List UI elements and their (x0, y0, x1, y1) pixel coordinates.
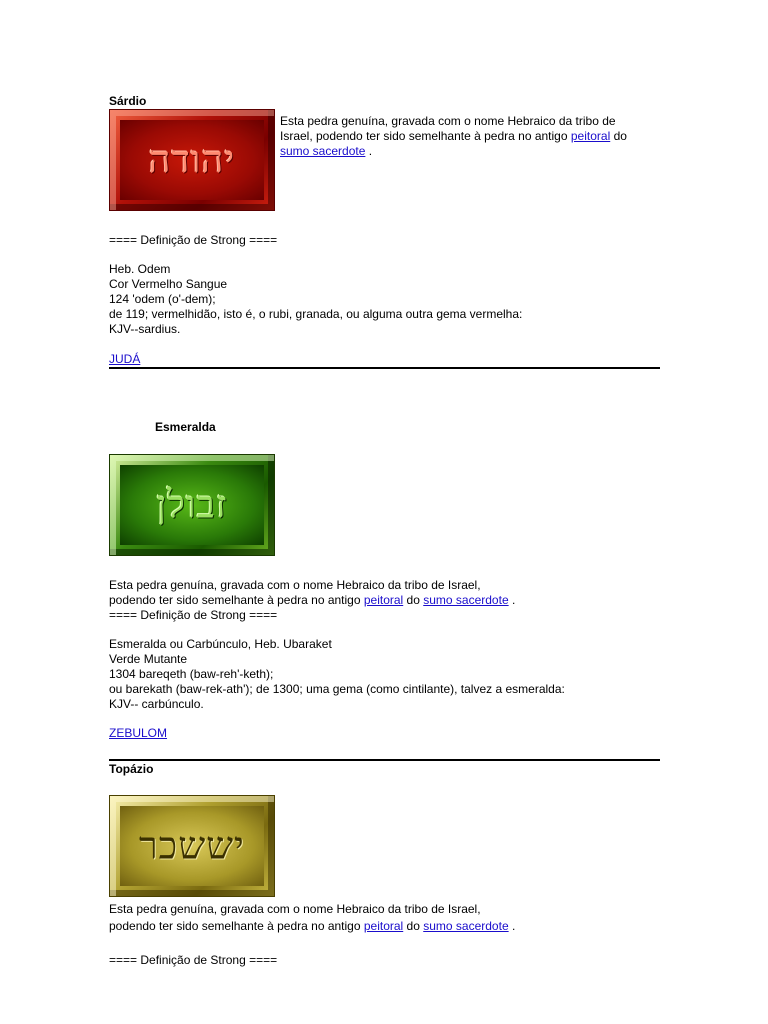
topaz-gem-image (109, 795, 275, 897)
sardius-description (280, 114, 665, 159)
section-divider (109, 759, 660, 761)
emerald-gem-image (109, 454, 275, 556)
strong-definition-body (109, 637, 565, 712)
definition-line: 124 'odem (o'-dem); (109, 292, 216, 306)
peitoral-link[interactable]: peitoral (363, 593, 404, 607)
description-line: Esta pedra genuína, gravada com o nome Hebraico da tribo de (280, 114, 616, 128)
definition-line: KJV--sardius. (109, 322, 181, 336)
sardius-gem-image (109, 109, 275, 211)
sumo-sacerdote-link[interactable]: sumo sacerdote (280, 144, 366, 158)
description-line: Esta pedra genuína, gravada com o nome Hebraico da tribo de Israel, (109, 578, 481, 592)
description-line: Esta pedra genuína, gravada com o nome Hebraico da tribo de Israel, (109, 902, 481, 916)
emerald-description (109, 578, 515, 623)
tribe-link-zebulom[interactable]: ZEBULOM (109, 726, 168, 740)
strong-definition-heading: ==== Definição de Strong ==== (109, 608, 278, 622)
hebrew-engraving: יהודה (148, 137, 236, 182)
hebrew-engraving: יששכר (138, 823, 245, 868)
peitoral-link[interactable]: peitoral (570, 129, 611, 143)
description-line: Israel, podendo ter sido semelhante à pedra no antigo peitoral do (280, 129, 627, 143)
sumo-sacerdote-link[interactable]: sumo sacerdote (423, 919, 509, 933)
strong-definition-body (109, 262, 522, 337)
strong-definition-heading: ==== Definição de Strong ==== (109, 233, 278, 247)
section-title-esmeralda: Esmeralda (155, 420, 216, 434)
definition-line: de 119; vermelhidão, isto é, o rubi, granada, ou alguma outra gema vermelha: (109, 307, 523, 321)
hebrew-engraving: זבולן (156, 482, 228, 527)
definition-line: ou barekath (baw-rek-ath'); de 1300; uma gema (como cintilante), talvez a esmeralda: (109, 682, 565, 696)
definition-line: Cor Vermelho Sangue (109, 277, 228, 291)
section-title-sardio: Sárdio (109, 94, 147, 108)
definition-line: Verde Mutante (109, 652, 188, 666)
peitoral-link[interactable]: peitoral (363, 919, 404, 933)
section-title-topazio: Topázio (109, 762, 154, 776)
topaz-description (109, 902, 515, 934)
definition-line: Heb. Odem (109, 262, 171, 276)
definition-line: 1304 bareqeth (baw-reh'-keth); (109, 667, 274, 681)
definition-line: Esmeralda ou Carbúnculo, Heb. Ubaraket (109, 637, 332, 651)
strong-definition-heading: ==== Definição de Strong ==== (109, 953, 278, 967)
sumo-sacerdote-link[interactable]: sumo sacerdote (423, 593, 509, 607)
tribe-link-juda[interactable]: JUDÁ (109, 352, 141, 366)
definition-line: KJV-- carbúnculo. (109, 697, 204, 711)
description-line: sumo sacerdote . (280, 144, 373, 158)
section-divider (109, 367, 660, 369)
description-line: podendo ter sido semelhante à pedra no antigo peitoral do sumo sacerdote . (109, 593, 516, 607)
description-line: podendo ter sido semelhante à pedra no antigo peitoral do sumo sacerdote . (109, 919, 516, 933)
